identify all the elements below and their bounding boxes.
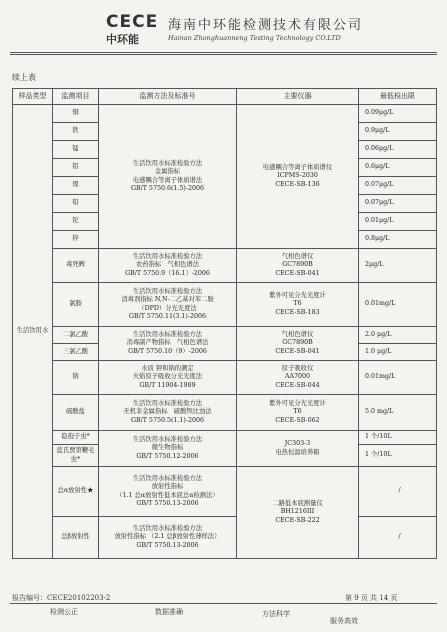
table-row: [13, 105, 437, 123]
limit-cell: 5.0 mg/L: [359, 395, 437, 431]
item-cell: 钠: [53, 361, 99, 395]
footer-rule: [10, 603, 437, 604]
instrument-cell: 二路低本底测量仪 BH1216III CECE-SB-222: [237, 467, 359, 559]
item-cell: 锌: [53, 231, 99, 249]
item-cell: 总β放射性: [53, 517, 99, 559]
continued-label: 续上表: [12, 73, 36, 82]
item-cell: 铜: [53, 105, 99, 123]
footer-slogan: 服务高效: [330, 617, 358, 625]
col-header: 主要仪器: [237, 89, 359, 105]
item-cell: 硫酸盐: [53, 395, 99, 431]
item-cell: 蓝氏贾第鞭毛虫*: [53, 445, 99, 467]
limit-cell: 0.01μg/L: [359, 213, 437, 231]
col-header: 监测方法及标准号: [99, 89, 237, 105]
table-row: [13, 395, 437, 431]
limit-cell: 1 个/10L: [359, 431, 437, 445]
method-cell: 生活饮用水标准检验方法 消毒副产物指标 气相色谱法 GB/T 5750.10（9）-2006: [99, 327, 237, 361]
method-cell: 生活饮用水标准检验方法 农药指标 气相色谱法 GB/T 5750.9（16.1）-2006: [99, 249, 237, 283]
limit-cell: 0.6μg/L: [359, 159, 437, 177]
item-cell: 总α放射性★: [53, 467, 99, 517]
method-cell: 生活饮用水标准检验方法 金属指标 电感耦合等离子体质谱法 GB/T 5750.6(1.5)-2006: [99, 105, 237, 249]
method-cell: 生活饮用水标准检验方法 微生物指标 GB/T 5750.12-2006: [99, 431, 237, 467]
limit-cell: 0.06μg/L: [359, 141, 437, 159]
limit-cell: 1 个/10L: [359, 445, 437, 467]
limit-cell: 0.07μg/L: [359, 177, 437, 195]
method-cell: 生活饮用水标准检验方法 放射性指标 （1.1 总α放射性低本底总α检测法） GB/T 5750.13-2006: [99, 467, 237, 517]
limit-cell: 1.0 μg/L: [359, 344, 437, 361]
item-cell: 锰: [53, 141, 99, 159]
limit-cell: /: [359, 517, 437, 559]
col-header: 最低检出限: [359, 89, 437, 105]
footer-slogan: 检测公正: [50, 608, 78, 616]
instrument-cell: 紫外可见分光光度计 T6 CECE-SB-062: [237, 395, 359, 431]
instrument-cell: 电感耦合等离子体质谱仪 ICPMS-2030 CECE-SB-136: [237, 105, 359, 249]
item-cell: 铊: [53, 213, 99, 231]
limit-cell: 0.07μg/L: [359, 195, 437, 213]
table-row: [13, 249, 437, 283]
item-cell: 铅: [53, 195, 99, 213]
col-header: 样品类型: [13, 89, 53, 105]
table-row: [13, 431, 437, 445]
item-cell: 铁: [53, 123, 99, 141]
method-cell: 生活饮用水标准检验方法 消毒剂指标 N,N-二乙基对苯二胺 （DPD）分光光度法 GB/T 5750.11(3.1)-2006: [99, 283, 237, 327]
item-cell: 三氯乙酸: [53, 344, 99, 361]
limit-cell: 0.8μg/L: [359, 231, 437, 249]
table-row: [13, 327, 437, 344]
col-header: 监测项目: [53, 89, 99, 105]
method-table: [12, 88, 437, 559]
table-row: [13, 517, 437, 559]
method-cell: 水质 钾和钠的测定 火焰原子吸收分光光度法 GB/T 11904-1989: [99, 361, 237, 395]
limit-cell: 0.09μg/L: [359, 105, 437, 123]
item-cell: 镍: [53, 177, 99, 195]
report-number: 报告编号：CECE20102203-2: [12, 594, 111, 602]
footer-slogan: 方法科学: [262, 610, 290, 618]
page-number: 第 9 页 共 14 页: [345, 594, 398, 602]
letterhead: [0, 0, 447, 60]
limit-cell: 2.0 μg/L: [359, 327, 437, 344]
limit-cell: 2μg/L: [359, 249, 437, 283]
limit-cell: 0.01mg/L: [359, 361, 437, 395]
company-logo: CECE: [106, 12, 159, 32]
limit-cell: 0.9μg/L: [359, 123, 437, 141]
table-row: [13, 467, 437, 517]
header-rule-thin: [10, 54, 437, 55]
instrument-cell: 气相色谱仪 GC7890B CECE-SB-041: [237, 327, 359, 361]
company-name-en: Hainan Zhonghuanneng Testing Technology CO.LTD: [168, 34, 341, 42]
table-row: [13, 283, 437, 327]
item-cell: 毒死蜱: [53, 249, 99, 283]
method-cell: 生活饮用水标准检验方法 放射性指标 （2.1 总β放射性薄样法） GB/T 5750.13-2006: [99, 517, 237, 559]
method-cell: 生活饮用水标准检验方法 无机非金属指标 硫酸钡比浊法 GB/T 5750.5(1.1)-2006: [99, 395, 237, 431]
limit-cell: /: [359, 467, 437, 517]
header-rule: [10, 52, 437, 53]
footer-slogan: 数据准确: [155, 608, 183, 616]
item-cell: 氯胺: [53, 283, 99, 327]
limit-cell: 0.01mg/L: [359, 283, 437, 327]
instrument-cell: JC303-3 电热恒温培养箱: [237, 431, 359, 467]
instrument-cell: 原子吸收仪 AA7000 CECE-SB-044: [237, 361, 359, 395]
table-header: [13, 89, 437, 105]
company-name-cn: 海南中环能检测技术有限公司: [168, 18, 364, 33]
item-cell: 隐孢子虫*: [53, 431, 99, 445]
instrument-cell: 气相色谱仪 GC7890B CECE-SB-041: [237, 249, 359, 283]
table-row: [13, 361, 437, 395]
item-cell: 铝: [53, 159, 99, 177]
instrument-cell: 紫外可见分光光度计 T6 CECE-SB-183: [237, 283, 359, 327]
item-cell: 二氯乙酸: [53, 327, 99, 344]
sample-type-cell: 生活饮用水: [13, 105, 53, 559]
company-logo-cn: 中环能: [106, 33, 139, 46]
